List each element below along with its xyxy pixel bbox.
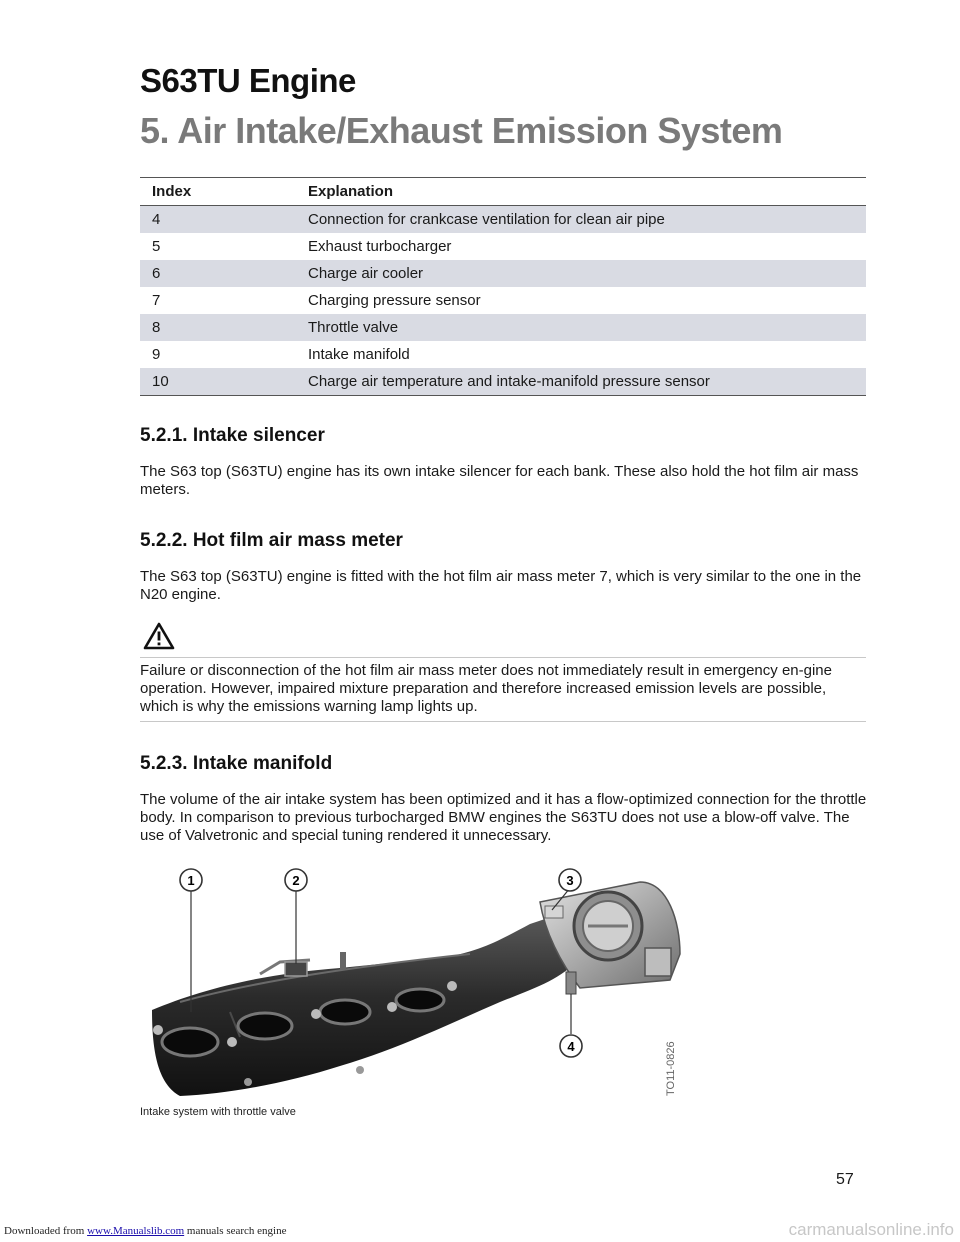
section-body-intake-manifold: The volume of the air intake system has been optimized and it has a flow-optimized connection for the throttle body. In comparison to previous turbocharged BMW engines the S63TU does not use a blow-off valve. The use of Valvetronic and special tuning rendered it unnecessary. (140, 791, 867, 844)
callout-1 (180, 869, 202, 891)
page-number: 57 (836, 1171, 854, 1188)
svg-text:3: 3 (566, 873, 574, 888)
row-explanation: Charging pressure sensor (308, 292, 481, 309)
table-row (140, 260, 866, 287)
section-body-intake-silencer: The S63 top (S63TU) engine has its own intake silencer for each bank. These also hold the hot film air mass meters. (140, 463, 859, 498)
row-explanation: Intake manifold (308, 346, 410, 363)
footer-suffix: manuals search engine (186, 1225, 287, 1237)
footer-text (4, 1225, 286, 1237)
manualslib-link[interactable]: www.Manualslib.com (87, 1225, 185, 1237)
chapter-title: 5. Air Intake/Exhaust Emission System (140, 110, 783, 151)
row-explanation: Exhaust turbocharger (308, 238, 452, 255)
row-explanation: Charge air temperature and intake-manifold pressure sensor (296, 368, 866, 396)
section-heading-intake-silencer: 5.2.1. Intake silencer (140, 425, 325, 446)
row-index: 8 (140, 314, 296, 341)
row-index: 4 (140, 206, 296, 234)
svg-text:4: 4 (567, 1039, 575, 1054)
section-body-hot-film-meter: The S63 top (S63TU) engine is fitted with the hot film air mass meter 7, which is very similar to the one in the N20 engine. (140, 568, 862, 603)
table-row (140, 314, 866, 341)
svg-text:1: 1 (187, 873, 195, 888)
row-explanation: Charge air cooler (296, 260, 866, 287)
table-row (140, 233, 866, 260)
row-index: 9 (152, 346, 161, 363)
column-header-index: Index (140, 178, 296, 206)
column-header-explanation: Explanation (296, 178, 866, 206)
row-index: 10 (140, 368, 296, 396)
svg-text:2: 2 (292, 873, 300, 888)
row-index: 7 (152, 292, 161, 309)
figure-code: TO11-0826 (665, 1041, 677, 1096)
watermark-text: carmanualsonline.info (788, 1220, 954, 1239)
table-row (140, 341, 866, 368)
row-index: 5 (152, 238, 161, 255)
intake-system-figure (140, 862, 700, 1104)
footer-prefix: Downloaded from (4, 1225, 85, 1237)
section-heading-intake-manifold: 5.2.3. Intake manifold (140, 753, 333, 774)
row-index: 6 (140, 260, 296, 287)
warning-text: Failure or disconnection of the hot film air mass meter does not immediately result in emergency en-gine operation. However, impaired mixture preparation and therefore increased emission levels are possible, which is why the emissions warning lamp lights up. (140, 662, 832, 715)
table-row (140, 368, 866, 396)
section-heading-hot-film-meter: 5.2.2. Hot film air mass meter (140, 530, 403, 551)
download-footer (0, 1220, 960, 1242)
figure-caption: Intake system with throttle valve (140, 1106, 296, 1118)
row-explanation: Connection for crankcase ventilation for clean air pipe (296, 206, 866, 234)
table-row (140, 287, 866, 314)
callout-4 (560, 1035, 582, 1057)
warning-rule-bottom (140, 721, 866, 722)
warning-icon (143, 622, 175, 650)
warning-rule-top (140, 657, 866, 658)
page-title: S63TU Engine (140, 62, 356, 99)
callout-2 (285, 869, 307, 891)
table-header-row (140, 178, 866, 206)
row-explanation: Throttle valve (296, 314, 866, 341)
table-row (140, 206, 866, 234)
index-table (140, 177, 866, 396)
callout-3 (559, 869, 581, 891)
